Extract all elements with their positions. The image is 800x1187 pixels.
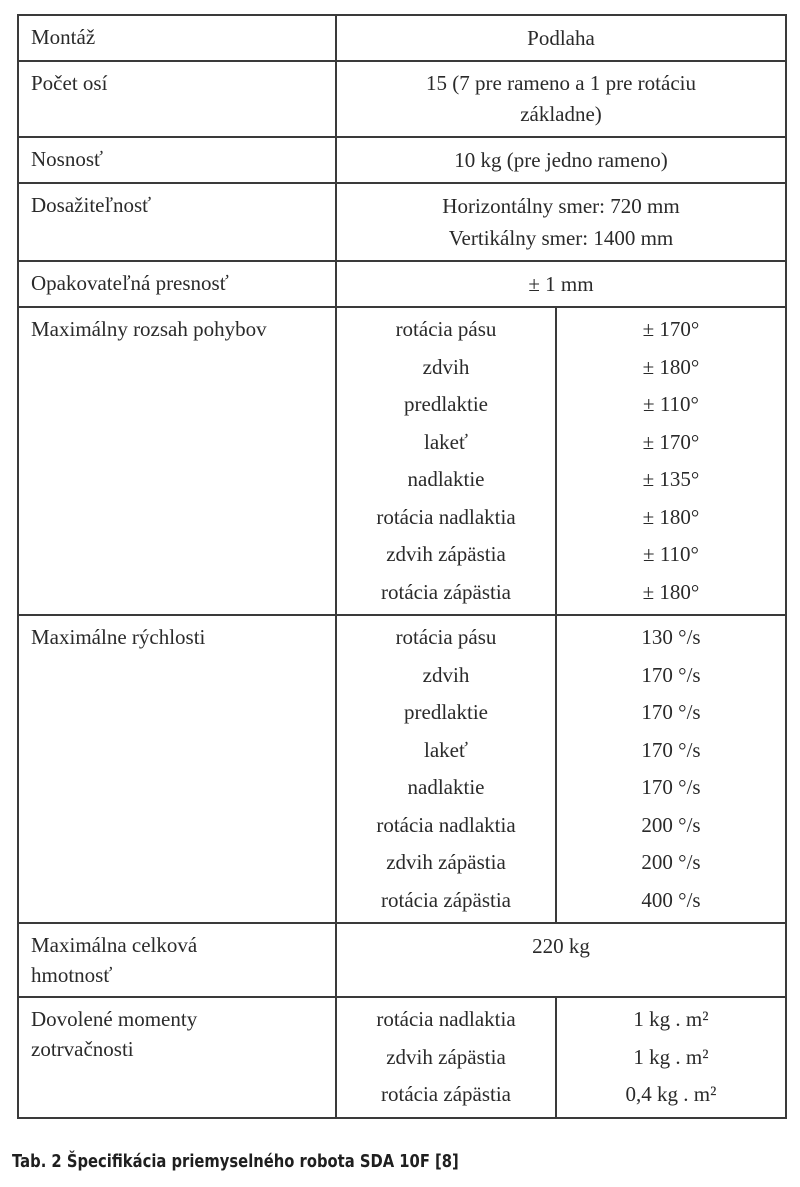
- axes-value-line1: 15 (7 pre rameno a 1 pre rotáciu: [426, 71, 696, 95]
- speed-value: 170 °/s: [641, 700, 701, 724]
- motion-name: lakeť: [424, 429, 468, 454]
- speed-value: 400 °/s: [641, 887, 701, 912]
- reach-vertical: Vertikálny smer: 1400 mm: [448, 226, 674, 250]
- motion-value: ± 135°: [642, 467, 700, 491]
- row-reach: [18, 183, 786, 261]
- mount-value: Podlaha: [336, 15, 786, 61]
- speed-name: nadlaktie: [407, 775, 485, 799]
- row-payload: [18, 137, 786, 183]
- payload-value: 10 kg (pre jedno rameno): [336, 137, 786, 183]
- motion-value: ± 110°: [643, 392, 699, 416]
- inertia-name: rotácia nadlaktia: [376, 1007, 516, 1031]
- inertia-names: [336, 997, 556, 1118]
- motion-range-label: Maximálny rozsah pohybov: [18, 307, 336, 615]
- inertia-label-line1: Dovolené momenty: [31, 1007, 198, 1031]
- motion-name: nadlaktie: [407, 467, 485, 491]
- speed-name: zdvih: [422, 662, 470, 687]
- inertia-value: 0,4 kg . m²: [625, 1082, 717, 1106]
- repeatability-value: ± 1 mm: [336, 261, 786, 307]
- inertia-label-line2: zotrvačnosti: [31, 1037, 134, 1061]
- mount-label: Montáž: [18, 15, 336, 61]
- robot-spec-table: [17, 14, 787, 1119]
- table-caption: Tab. 2 Špecifikácia priemyselného robota SDA 10F [8]: [12, 1151, 459, 1172]
- speed-name: predlaktie: [404, 700, 488, 724]
- reach-horizontal: Horizontálny smer: 720 mm: [442, 194, 680, 218]
- motion-range-values: [556, 307, 786, 615]
- speed-name: rotácia nadlaktia: [376, 812, 516, 837]
- speed-value: 170 °/s: [641, 775, 701, 799]
- motion-value: ± 180°: [642, 354, 700, 379]
- speed-value: 200 °/s: [641, 812, 701, 837]
- row-motion-range: [18, 307, 786, 615]
- max-speed-label: Maximálne rýchlosti: [18, 615, 336, 923]
- total-mass-label: [18, 923, 336, 997]
- total-mass-label-line2: hmotnosť: [31, 963, 113, 987]
- total-mass-value: 220 kg: [336, 923, 786, 997]
- row-max-speed: [18, 615, 786, 923]
- motion-name: rotácia nadlaktia: [376, 504, 516, 529]
- speed-value: 200 °/s: [641, 850, 701, 874]
- motion-value: ± 180°: [642, 504, 700, 529]
- max-speed-names: [336, 615, 556, 923]
- inertia-name: rotácia zápästia: [381, 1082, 511, 1106]
- reach-value: [336, 183, 786, 261]
- inertia-values: [556, 997, 786, 1118]
- speed-name: rotácia zápästia: [381, 887, 511, 912]
- max-speed-values: [556, 615, 786, 923]
- motion-value: ± 170°: [642, 429, 700, 454]
- motion-value: ± 180°: [642, 579, 700, 604]
- total-mass-label-line1: Maximálna celková: [31, 933, 198, 957]
- inertia-name: zdvih zápästia: [386, 1044, 506, 1069]
- payload-label: Nosnosť: [18, 137, 336, 183]
- reach-label: Dosažiteľnosť: [18, 183, 336, 261]
- speed-value: 170 °/s: [641, 737, 701, 762]
- speed-value: 130 °/s: [641, 625, 701, 649]
- motion-name: rotácia pásu: [395, 317, 497, 341]
- motion-name: zdvih: [422, 354, 470, 379]
- inertia-label: [18, 997, 336, 1118]
- speed-name: rotácia pásu: [395, 625, 497, 649]
- inertia-value: 1 kg . m²: [633, 1007, 709, 1031]
- speed-value: 170 °/s: [641, 662, 701, 687]
- speed-name: lakeť: [424, 737, 468, 762]
- repeatability-label: Opakovateľná presnosť: [18, 261, 336, 307]
- motion-name: rotácia zápästia: [381, 579, 511, 604]
- row-mount: [18, 15, 786, 61]
- motion-range-names: [336, 307, 556, 615]
- motion-name: predlaktie: [404, 392, 488, 416]
- axes-value-line2: základne): [520, 102, 602, 126]
- inertia-value: 1 kg . m²: [633, 1044, 709, 1069]
- row-repeatability: [18, 261, 786, 307]
- motion-value: ± 110°: [643, 542, 699, 566]
- motion-value: ± 170°: [642, 317, 700, 341]
- motion-name: zdvih zápästia: [386, 542, 506, 566]
- axes-label: Počet osí: [18, 61, 336, 137]
- row-inertia: [18, 997, 786, 1118]
- axes-value: [336, 61, 786, 137]
- row-total-mass: [18, 923, 786, 997]
- row-axes: [18, 61, 786, 137]
- speed-name: zdvih zápästia: [386, 850, 506, 874]
